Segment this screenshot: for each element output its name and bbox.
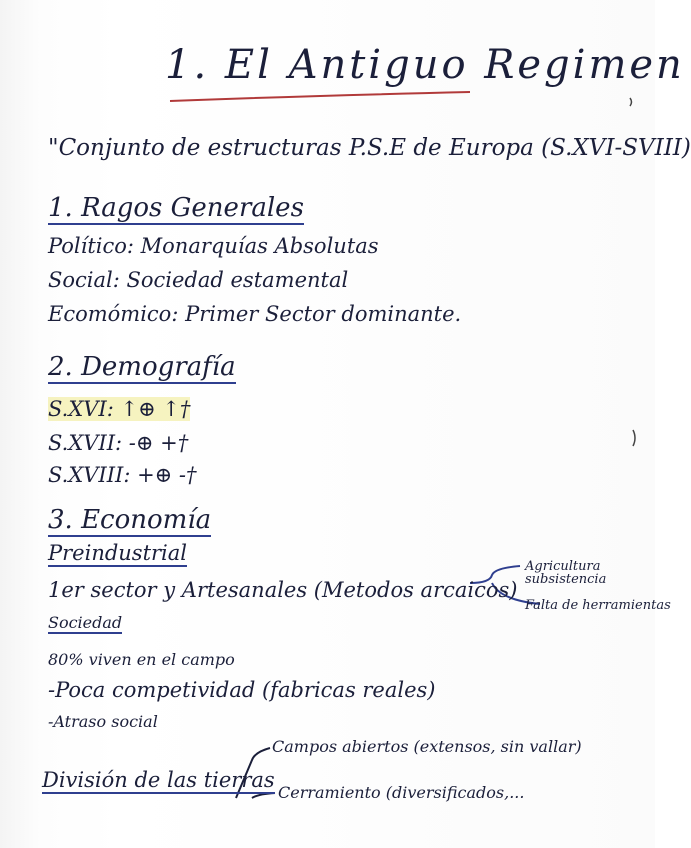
- bullet-competividad: -Poca competividad (fabricas reales): [48, 678, 436, 702]
- section2-heading: 2. Demografía: [48, 352, 236, 382]
- section1-line-social: Social: Sociedad estamental: [48, 268, 349, 292]
- bullet-atraso: -Atraso social: [48, 712, 158, 731]
- section1-heading: 1. Ragos Generales: [48, 193, 304, 223]
- demografia-line-xviii: S.XVIII: +⊕ -†: [48, 463, 197, 487]
- sector-line: 1er sector y Artesanales (Metodos arcaicos): [48, 578, 518, 602]
- demografia-line-xvii: S.XVII: -⊕ +†: [48, 431, 189, 455]
- division-branch-campos: Campos abiertos (extensos, sin vallar): [272, 737, 582, 756]
- division-branch-cerramiento: Cerramiento (diversificados,...: [278, 783, 525, 802]
- preindustrial-subheading: Preindustrial: [48, 541, 188, 565]
- title-underline: [170, 92, 470, 101]
- page-mark: [630, 98, 632, 106]
- branch-herramientas: Falta de herramientas: [525, 598, 671, 613]
- division-label: División de las tierras: [42, 768, 275, 792]
- page-title: 1. El Antiguo Regimen: [165, 42, 685, 88]
- section1-line-economico: Ecomómico: Primer Sector dominante.: [48, 302, 462, 326]
- page-mark: [633, 430, 635, 446]
- demografia-line-xvi: S.XVI: ↑⊕ ↑†: [48, 397, 191, 421]
- sociedad-label: Sociedad: [48, 613, 123, 632]
- section3-heading: 3. Economía: [48, 505, 212, 535]
- definition-line: "Conjunto de estructuras P.S.E de Europa (S.XVI-SVIII): [48, 135, 691, 161]
- branch-agricultura: Agricultura subsistencia: [525, 559, 607, 587]
- section1-line-politico: Político: Monarquías Absolutas: [48, 234, 379, 258]
- bullet-campo: 80% viven en el campo: [48, 650, 235, 669]
